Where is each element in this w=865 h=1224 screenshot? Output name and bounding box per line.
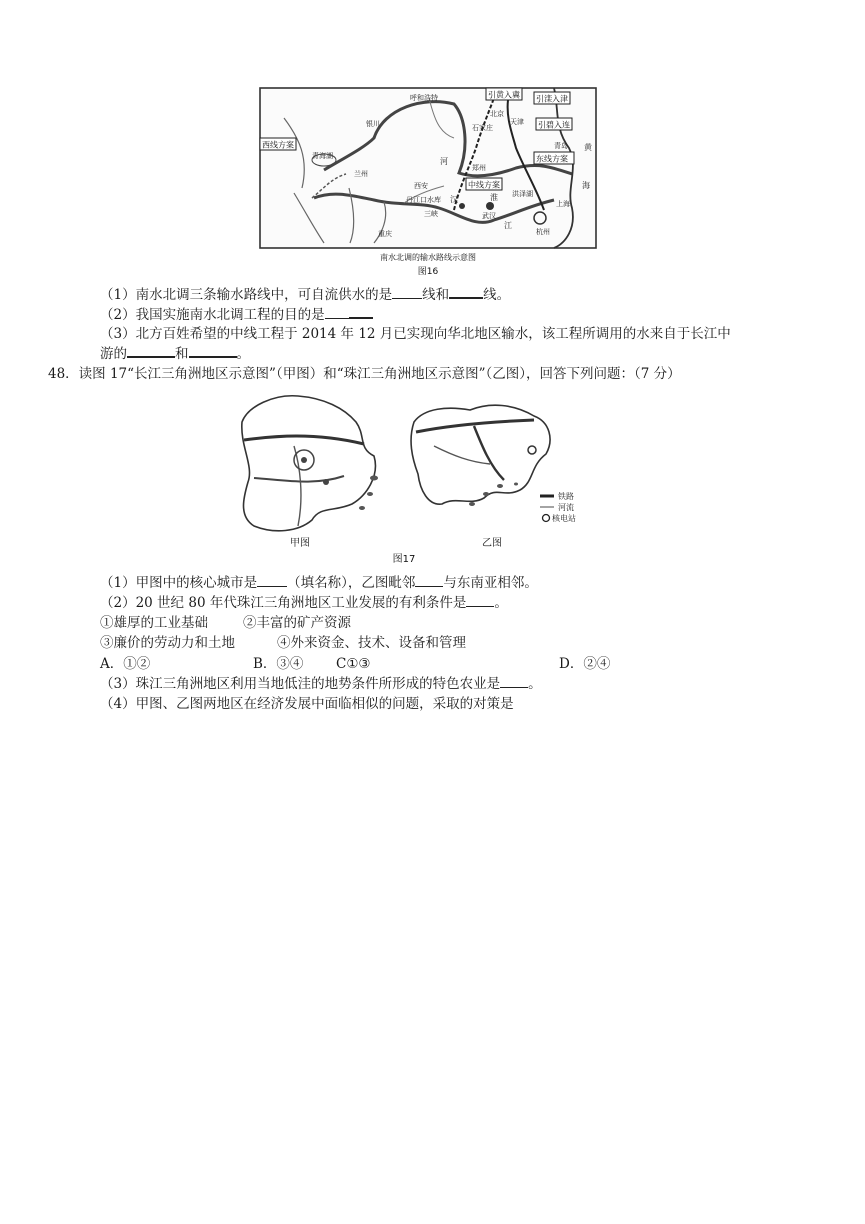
qinghai-lake-label: 青海湖 (312, 152, 333, 160)
figure-16-number: 图16 (417, 267, 439, 277)
delta-regions-map (234, 386, 604, 566)
answer-blank[interactable] (257, 574, 287, 587)
answer-blank[interactable] (392, 286, 422, 299)
zhengzhou-label: 郑州 (472, 164, 486, 172)
q47-part1 (100, 285, 510, 304)
q47-part2 (100, 305, 373, 324)
shijiazhuang-label: 石家庄 (472, 124, 493, 132)
answer-blank[interactable] (127, 344, 175, 358)
legend-nuclear-plant: 核电站 (552, 514, 576, 523)
q48-part1 (100, 574, 538, 592)
yi-label: 乙图 (482, 538, 502, 549)
legend-river: 河流 (558, 503, 574, 512)
yinchuan-label: 银川 (366, 120, 380, 128)
q48-choice-a[interactable]: A．①② (100, 656, 151, 672)
q48-option-2: ②丰富的矿产资源 (243, 615, 351, 631)
q48-part3-text-b: 。 (528, 676, 542, 692)
danjiangkou-label: 丹江口水库 (406, 196, 441, 204)
han-label: 汉 (450, 195, 458, 204)
sanxia-label: 三峡 (424, 210, 438, 218)
q48-part2-text: （2）20 世纪 80 年代珠江三角洲地区工业发展的有利条件是 (100, 595, 467, 611)
q47-part3-text-b: 游的 (100, 346, 127, 362)
q48-part1-text-c: 与东南亚相邻。 (443, 575, 538, 591)
chongqing-label: 重庆 (378, 230, 392, 238)
answer-blank[interactable] (449, 285, 483, 299)
xian-label: 西安 (414, 182, 428, 190)
q47-part1-text-a: （1）南水北调三条输水路线中，可自流供水的是 (100, 287, 393, 303)
yin-huang-label: 引黄入冀 (488, 90, 520, 100)
q48-stem: 48．读图 17“长江三角洲地区示意图”（甲图）和“珠江三角洲地区示意图”（乙图），回答下列问题：（7 分） (48, 366, 681, 382)
huai-label: 淮 (490, 193, 498, 202)
answer-blank[interactable] (415, 574, 443, 587)
sea-label: 海 (582, 181, 590, 190)
answer-blank[interactable] (189, 344, 237, 358)
q47-part1-text-c: 线。 (483, 287, 511, 303)
west-route-label: 西线方案 (262, 140, 294, 150)
river-he-label: 河 (440, 157, 448, 166)
q47-part3-line2 (100, 344, 250, 363)
south-north-water-diversion-map (254, 78, 602, 278)
answer-blank[interactable] (466, 594, 494, 607)
legend-railway: 铁路 (558, 492, 574, 501)
yin-luan-label: 引滦入津 (536, 94, 568, 104)
q47-part3-text-c: 和 (175, 346, 189, 362)
q47-part2-text: （2）我国实施南水北调工程的目的是 (100, 307, 325, 323)
answer-blank[interactable] (349, 305, 373, 319)
q48-part3 (100, 675, 542, 693)
q48-part3-text-a: （3）珠江三角洲地区利用当地低洼的地势条件所形成的特色农业是 (100, 676, 501, 692)
jia-label: 甲图 (290, 538, 310, 549)
hohhot-label: 呼和浩特 (410, 94, 438, 102)
east-route-label: 东线方案 (536, 154, 568, 164)
q47-part1-text-b: 线和 (422, 287, 450, 303)
q48-option-3: ③廉价的劳动力和土地 (100, 635, 235, 651)
q48-part2 (100, 594, 508, 612)
hangzhou-label: 杭州 (536, 228, 550, 236)
wuhan-label: 武汉 (482, 212, 496, 220)
q47-part3-text-d: 。 (236, 346, 250, 362)
qingdao-label: 青岛 (554, 142, 568, 150)
tianjin-label: 天津 (510, 118, 524, 126)
hongze-label: 洪泽湖 (512, 190, 533, 198)
q48-part1-text-a: （1）甲图中的核心城市是 (100, 575, 258, 591)
yin-bi-label: 引碧入连 (538, 120, 570, 130)
shanghai-label: 上海 (556, 200, 570, 208)
middle-route-label: 中线方案 (468, 180, 500, 190)
q48-part1-text-b: （填名称），乙图毗邻 (287, 575, 416, 591)
q48-option-1: ①雄厚的工业基础 (100, 615, 208, 631)
lanzhou-label: 兰州 (354, 170, 368, 178)
q48-part2-end: 。 (494, 595, 508, 611)
answer-blank[interactable] (325, 306, 349, 319)
beijing-label: 北京 (490, 110, 504, 118)
yellow-label: 黄 (584, 143, 592, 152)
q48-option-4: ④外来资金、技术、设备和管理 (277, 635, 466, 651)
q48-choice-d[interactable]: D．②④ (559, 656, 611, 672)
q48-part4: （4）甲图、乙图两地区在经济发展中面临相似的问题，采取的对策是 (100, 696, 514, 712)
q47-part3-line1: （3）北方百姓希望的中线工程于 2014 年 12 月已实现向华北地区输水，该工程所调用的水来自于长江中 (100, 326, 731, 342)
figure-17-number: 图17 (392, 554, 416, 565)
figure-16-title: 南水北调的输水路线示意图 (380, 253, 476, 262)
river-jiang-label: 江 (504, 221, 512, 230)
q48-choice-c[interactable]: C①③ (336, 656, 371, 672)
q48-choice-b[interactable]: B．③④ (253, 656, 304, 672)
answer-blank[interactable] (500, 675, 528, 688)
